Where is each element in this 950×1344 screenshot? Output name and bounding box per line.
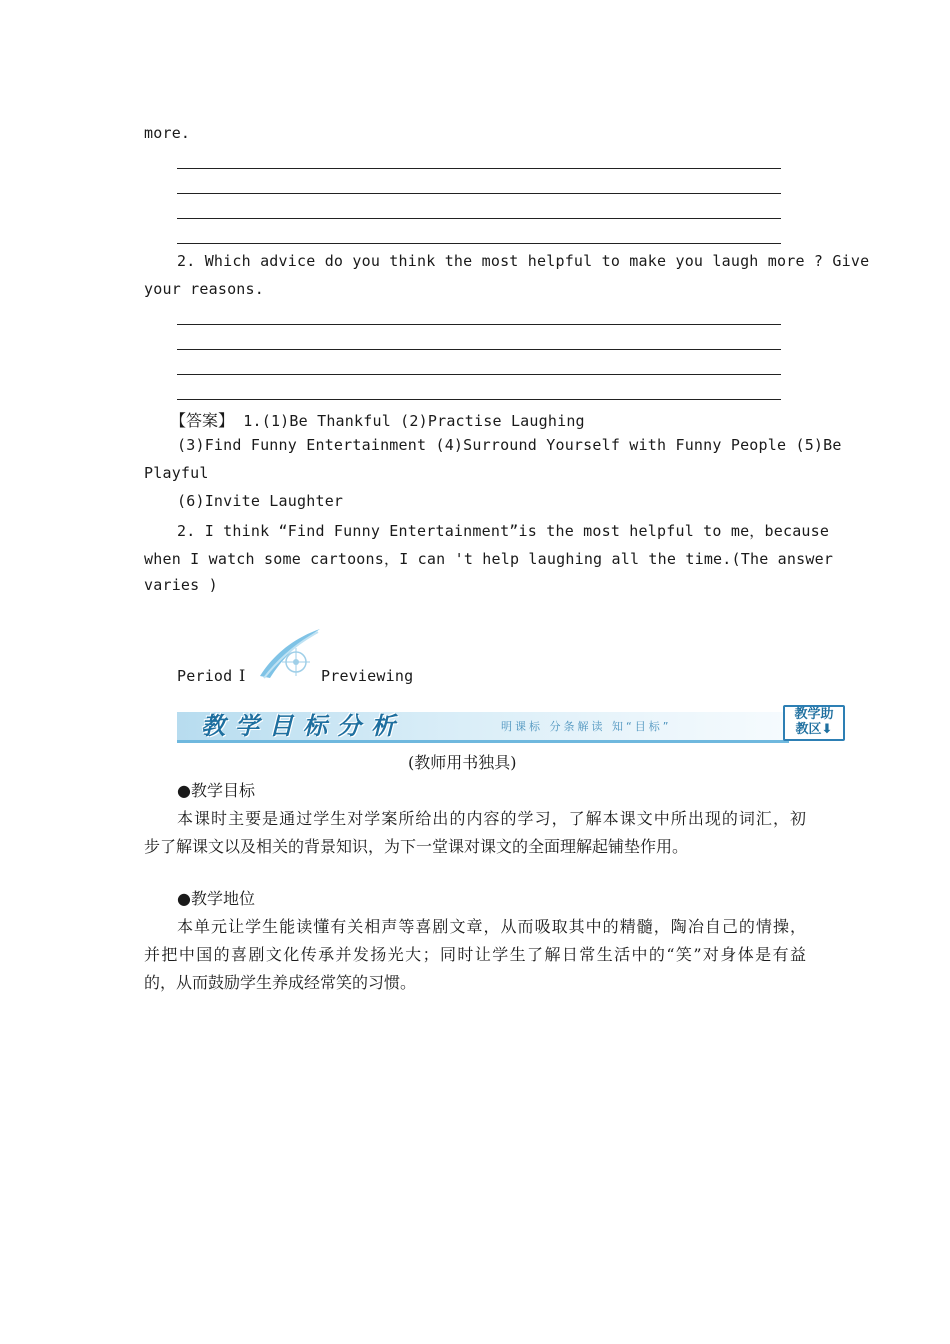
answer-blank-line <box>177 399 781 400</box>
badge-line-2: 教区⬇ <box>795 722 833 737</box>
period-label: Period <box>177 667 233 685</box>
objectives-line-2: 步了解课文以及相关的背景知识，为下一堂课对课文的全面理解起铺垫作用。 <box>144 837 689 856</box>
status-line-1: 本单元让学生能读懂有关相声等喜剧文章，从而吸取其中的精髓，陶冶自己的情操， <box>177 917 806 936</box>
answer-blank-line <box>177 374 781 375</box>
answer-line-1 <box>170 408 585 431</box>
banner-title: 教学目标分析 <box>201 711 405 740</box>
period-numeral: Ⅰ <box>239 666 246 685</box>
answer-blank-line <box>177 349 781 350</box>
answer-blank-line <box>177 324 781 325</box>
answer-blank-line <box>177 243 781 244</box>
period-title: Previewing <box>321 667 414 685</box>
status-line-2: 并把中国的喜剧文化传承并发扬光大；同时让学生了解日常生活中的“笑”对身体是有益 <box>144 945 806 964</box>
text-fragment: more. <box>144 124 191 142</box>
question-2-line-1: 2. Which advice do you think the most helpful to make you laugh more ? Give <box>177 252 870 270</box>
question-2-line-2: your reasons. <box>144 280 264 298</box>
teacher-only-note: (教师用书独具) <box>408 753 517 772</box>
answer-blank-line <box>177 168 781 169</box>
answer-line-7: varies ) <box>144 576 218 594</box>
answer-blank-line <box>177 193 781 194</box>
answer-items-1-2: 1.(1)Be Thankful (2)Practise Laughing <box>234 412 585 430</box>
answer-blank-line <box>177 218 781 219</box>
banner-subtitle: 明课标 分条解读 知“目标” <box>501 720 672 733</box>
answer-line-2: (3)Find Funny Entertainment (4)Surround Yourself with Funny People (5)Be <box>177 436 842 454</box>
section-banner <box>177 704 849 744</box>
answer-line-4: (6)Invite Laughter <box>177 492 344 510</box>
teaching-aid-badge[interactable] <box>783 705 845 741</box>
answer-line-6: when I watch some cartoons，I can 't help laughing all the time.(The answer <box>144 550 834 568</box>
status-line-3: 的，从而鼓励学生养成经常笑的习惯。 <box>144 973 417 992</box>
answer-label: 【答案】 <box>170 411 235 430</box>
section-heading-objectives: ●教学目标 <box>177 781 255 800</box>
swoosh-target-icon <box>256 626 326 682</box>
badge-line-1: 教学助 <box>794 707 834 722</box>
answer-line-3: Playful <box>144 464 209 482</box>
answer-line-5: 2. I think “Find Funny Entertainment”is the most helpful to me，because <box>177 522 830 540</box>
section-heading-status: ●教学地位 <box>177 889 255 908</box>
objectives-line-1: 本课时主要是通过学生对学案所给出的内容的学习，了解本课文中所出现的词汇，初 <box>177 809 806 828</box>
